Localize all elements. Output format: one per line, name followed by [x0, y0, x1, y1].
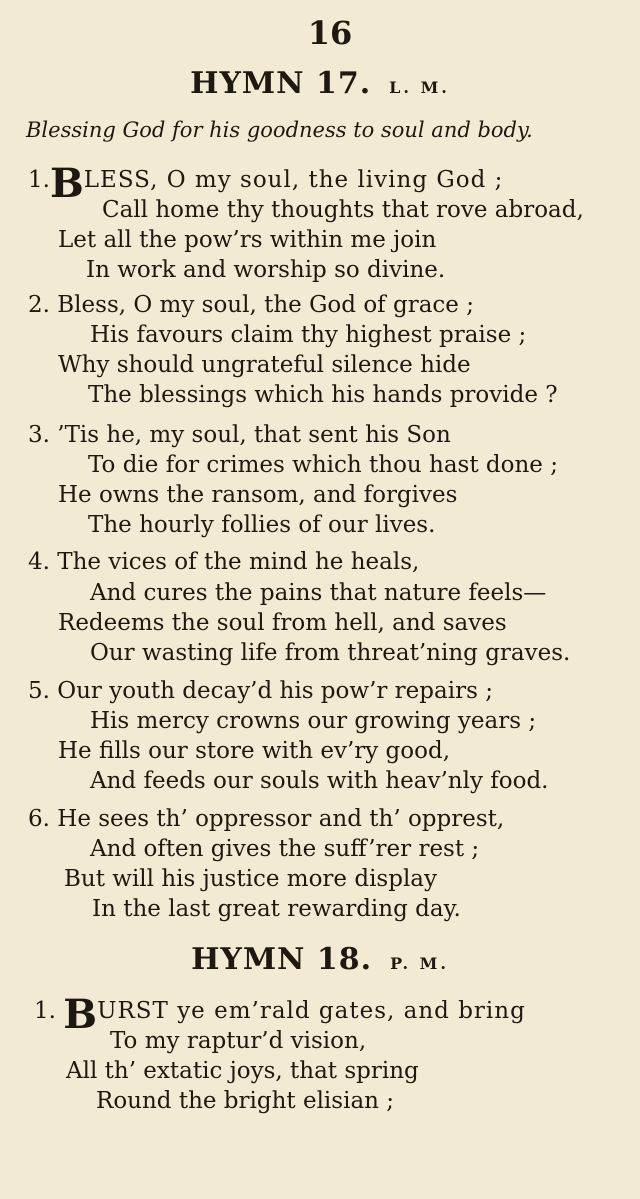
hymn-18-title — [0, 942, 640, 977]
stanza-line: Call home thy thoughts that rove abroad, — [102, 197, 584, 223]
stanza-line: His mercy crowns our growing years ; — [90, 708, 537, 734]
stanza-number: 3. — [28, 422, 50, 448]
stanza-line: And cures the pains that nature feels— — [90, 580, 547, 606]
stanza-line: Round the bright elisian ; — [96, 1088, 395, 1114]
stanza-line: His favours claim thy highest praise ; — [90, 322, 527, 348]
stanza-line: Our wasting life from threat’ning graves. — [90, 640, 571, 666]
drop-cap: B — [63, 991, 98, 1038]
stanza-line: And often gives the suff’rer rest ; — [90, 836, 480, 862]
stanza-line: To die for crimes which thou hast done ; — [88, 452, 558, 478]
stanza-line: The hourly follies of our lives. — [88, 512, 436, 538]
stanza-first-line: ’Tis he, my soul, that sent his Son — [57, 422, 451, 448]
stanza-first-line: URST ye em’rald gates, and bring — [97, 998, 526, 1024]
hymn-18-meter: P. M. — [390, 954, 449, 973]
hymn-18-title-text: HYMN 18. — [191, 942, 373, 977]
stanza-line — [28, 290, 474, 320]
stanza-line: All th’ extatic joys, that spring — [66, 1058, 419, 1084]
stanza-line: He fills our store with ev’ry good, — [58, 738, 450, 764]
stanza-number: 5. — [28, 678, 50, 704]
stanza-line: And feeds our souls with heav’nly food. — [90, 768, 549, 794]
stanza-line: The blessings which his hands provide ? — [88, 382, 558, 408]
stanza-line: Let all the pow’rs within me join — [58, 227, 437, 253]
stanza-first-line: Our youth decay’d his pow’r repairs ; — [57, 678, 493, 704]
stanza-line: To my raptur’d vision, — [110, 1028, 367, 1054]
stanza-first-line: He sees th’ oppressor and th’ opprest, — [57, 806, 505, 832]
stanza-line — [28, 676, 493, 706]
page-number: 16 — [307, 14, 353, 52]
hymn-17-title-text: HYMN 17. — [190, 66, 372, 101]
stanza-first-line: LESS, O my soul, the living God ; — [83, 167, 504, 193]
stanza-number: 1. — [28, 167, 50, 193]
stanza-line — [28, 160, 504, 207]
stanza-line: In the last great rewarding day. — [92, 896, 461, 922]
stanza-number: 6. — [28, 806, 50, 832]
stanza-line: Redeems the soul from hell, and saves — [58, 610, 507, 636]
stanza-line — [28, 804, 504, 834]
stanza-line: In work and worship so divine. — [86, 257, 446, 283]
stanza-number: 1. — [34, 998, 56, 1024]
stanza-first-line: Bless, O my soul, the God of grace ; — [57, 292, 474, 318]
hymn-17-meter: L. M. — [389, 78, 450, 97]
stanza-line: Why should ungrateful silence hide — [58, 352, 471, 378]
hymn-17-subtitle: Blessing God for his goodness to soul and body. — [26, 118, 533, 142]
stanza-first-line: The vices of the mind he heals, — [57, 549, 420, 575]
stanza-line: But will his justice more display — [64, 866, 438, 892]
stanza-line: He owns the ransom, and forgives — [58, 482, 458, 508]
drop-cap: B — [49, 160, 84, 207]
stanza-number: 4. — [28, 549, 50, 575]
stanza-line — [28, 547, 419, 577]
stanza-line — [28, 420, 451, 450]
stanza-number: 2. — [28, 292, 50, 318]
hymn-17-title — [0, 66, 640, 101]
stanza-line — [34, 991, 526, 1038]
